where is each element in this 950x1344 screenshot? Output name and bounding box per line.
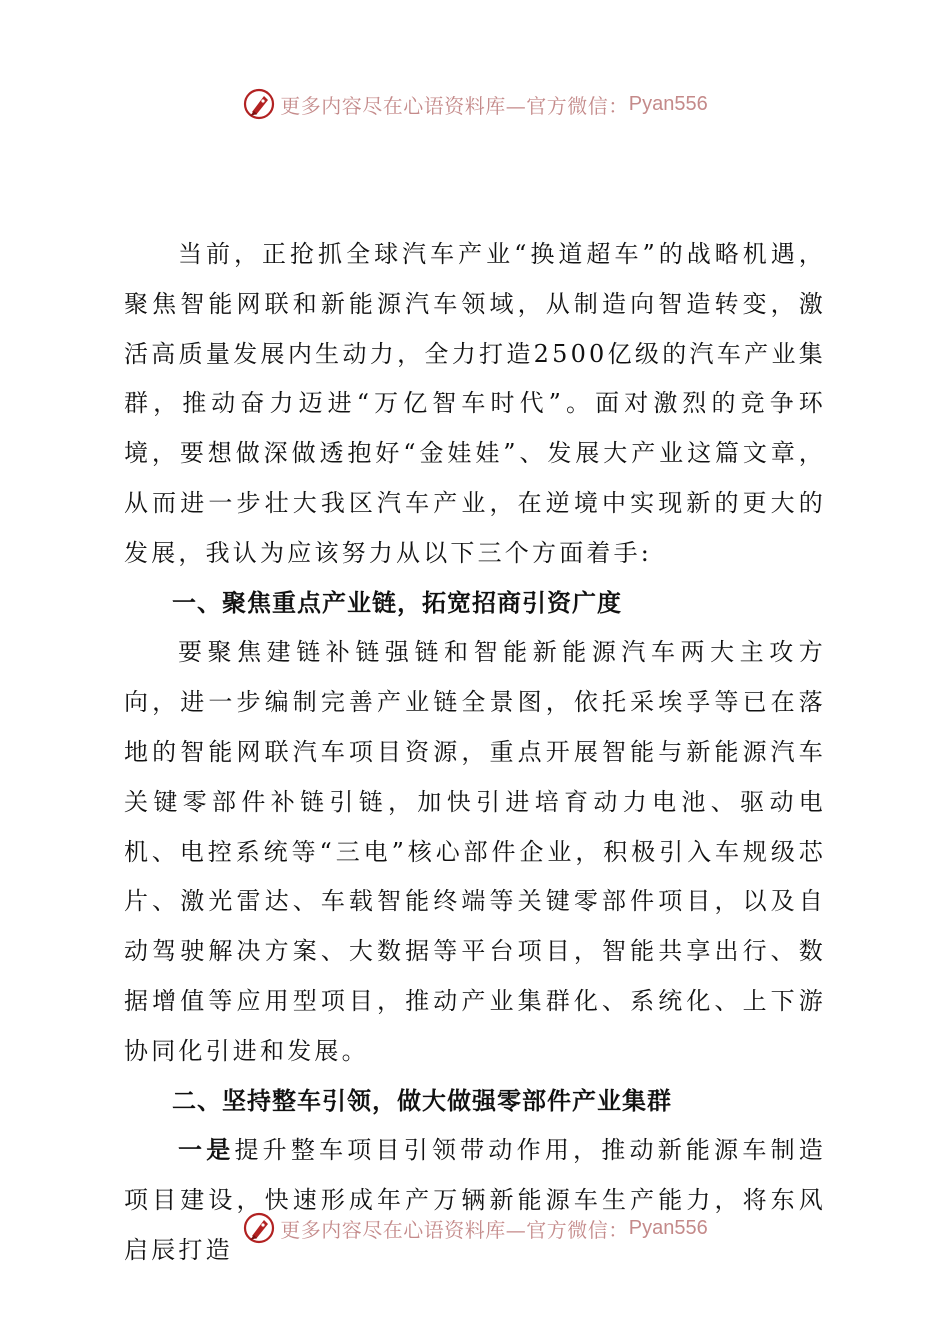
header-watermark [0,82,950,126]
section-1-paragraph: 要聚焦建链补链强链和智能新能源汽车两大主攻方向，进一步编制完善产业链全景图，依托采埃孚等已在落地的智能网联汽车项目资源，重点开展智能与新能源汽车关键零部件补链引链，加快引进培育动力电池、驱动电机、电控系统等“三电”核心部件企业，积极引入车规级芯片、激光雷达、车载智能终端等关键零部件项目，以及自动驾驶解决方案、大数据等平台项目，智能共享出行、数据增值等应用型项目，推动产业集群化、系统化、上下游协同化引进和发展。 [124,638,826,1065]
pen-nib-logo-icon [242,87,276,121]
intro-paragraph: 当前，正抢抓全球汽车产业“换道超车”的战略机遇，聚焦智能网联和新能源汽车领域，从制造向智造转变，激活高质量发展内生动力，全力打造2500亿级的汽车产业集群，推动奋力迈进“万亿智车时代”。面对激烈的竞争环境，要想做深做透抱好“金娃娃”、发展大产业这篇文章，从而进一步壮大我区汽车产业，在逆境中实现新的更大的发展，我认为应该努力从以下三个方面着手: [124,240,826,567]
section-2-heading: 二、坚持整车引领，做大做强零部件产业集群 [172,1086,672,1115]
footer-watermark [0,1206,950,1250]
watermark-text: 更多内容尽在心语资料库—官方微信： [280,1217,629,1242]
section-2-paragraph [124,1126,826,1275]
watermark-text: 更多内容尽在心语资料库—官方微信： [280,93,629,118]
section-1-heading: 一、聚焦重点产业链，拓宽招商引资广度 [172,588,622,617]
section-2-lead: 一是 [178,1136,235,1165]
section-2-text: 提升整车项目引领带动作用，推动新能源车制造项目建设，快速形成年产万辆新能源车生产能力，将东风启辰打造 [124,1136,826,1264]
watermark-wechat-id: Pyan556 [628,92,708,115]
pen-nib-logo-icon [242,1211,276,1245]
document-body [124,230,826,1276]
watermark-wechat-id: Pyan556 [628,1216,708,1239]
